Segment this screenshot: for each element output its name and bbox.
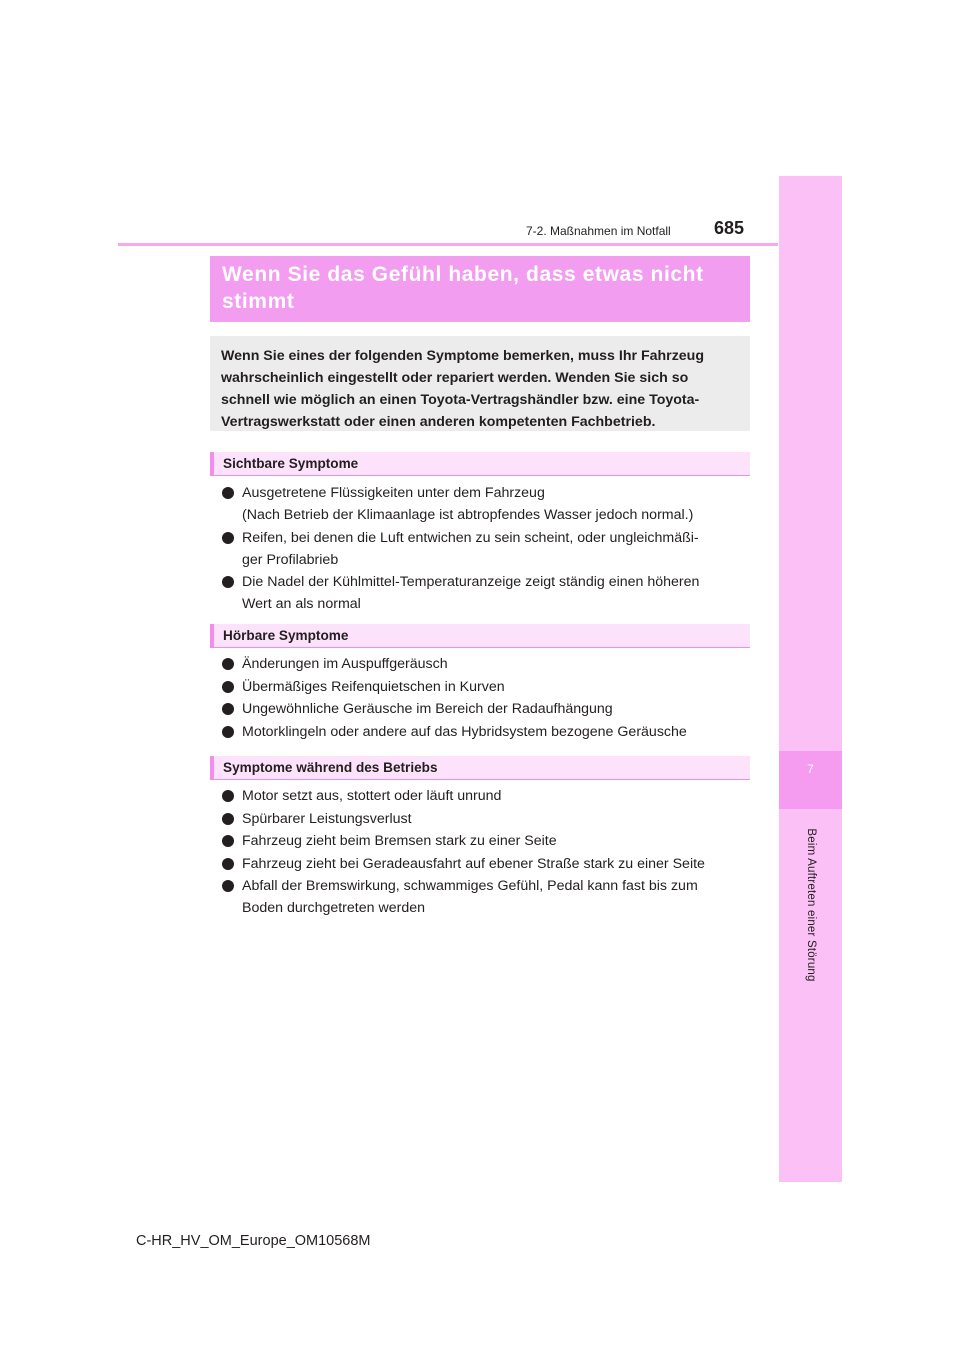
- intro-line-3: schnell wie möglich an einen Toyota-Vertragshändler bzw. eine Toyota-: [221, 392, 700, 408]
- page-title-line-1: Wenn Sie das Gefühl haben, dass etwas nicht: [222, 263, 704, 286]
- section-path: 7-2. Maßnahmen im Notfall: [526, 224, 671, 238]
- list-item: [222, 571, 746, 615]
- list-item-text: Abfall der Bremswirkung, schwammiges Gefühl, Pedal kann fast bis zum: [242, 878, 698, 894]
- page-title-line-2: stimmt: [222, 290, 295, 313]
- bullet-icon: [222, 835, 234, 847]
- chapter-label: Beim Auftreten einer Störung: [805, 828, 817, 982]
- section-heading-text: Hörbare Symptome: [223, 628, 349, 643]
- section-heading-operation: [210, 756, 750, 780]
- bullet-icon: [222, 532, 234, 544]
- list-item: [222, 721, 746, 743]
- intro-box: [210, 336, 750, 431]
- intro-line-2: wahrscheinlich eingestellt oder repariert werden. Wenden Sie sich so: [221, 370, 689, 386]
- list-item-text: Die Nadel der Kühlmittel-Temperaturanzeige zeigt ständig einen höheren: [242, 574, 700, 590]
- list-item: [222, 853, 746, 875]
- intro-line-1: Wenn Sie eines der folgenden Symptome bemerken, muss Ihr Fahrzeug: [221, 348, 705, 364]
- bullet-icon: [222, 703, 234, 715]
- list-item-text: Spürbarer Leistungsverlust: [242, 810, 412, 827]
- page-number: 685: [714, 218, 745, 238]
- bullet-icon: [222, 726, 234, 738]
- bullet-icon: [222, 790, 234, 802]
- operation-symptoms-list: [222, 785, 746, 920]
- list-item: [222, 785, 746, 807]
- visible-symptoms-list: [222, 482, 746, 616]
- list-item-text: Fahrzeug zieht bei Geradeausfahrt auf ebener Straße stark zu einer Seite: [242, 855, 705, 872]
- bullet-icon: [222, 813, 234, 825]
- section-heading-audible: [210, 624, 750, 648]
- chapter-side-strip: [779, 176, 842, 1182]
- bullet-icon: [222, 576, 234, 588]
- list-item-text: ger Profilabrieb: [242, 551, 339, 568]
- list-item-text: Änderungen im Auspuffgeräusch: [242, 656, 448, 672]
- list-item: [222, 830, 746, 852]
- list-item-text: Ausgetretene Flüssigkeiten unter dem Fahrzeug: [242, 485, 545, 501]
- section-heading-text: Symptome während des Betriebs: [223, 760, 438, 775]
- audible-symptoms-list: [222, 653, 746, 743]
- header-divider: [118, 243, 778, 246]
- list-item-text: Reifen, bei denen die Luft entwichen zu sein scheint, oder ungleichmäßi-: [242, 529, 699, 546]
- bullet-icon: [222, 487, 234, 499]
- section-heading-text: Sichtbare Symptome: [223, 456, 359, 471]
- list-item-text: Motorklingeln oder andere auf das Hybridsystem bezogene Geräusche: [242, 723, 687, 740]
- list-item-text: Wert an als normal: [242, 596, 361, 612]
- bullet-icon: [222, 858, 234, 870]
- chapter-tab: [779, 751, 842, 809]
- list-item-text: Übermäßiges Reifenquietschen in Kurven: [242, 678, 505, 695]
- list-item: [222, 698, 746, 720]
- list-item-text: Ungewöhnliche Geräusche im Bereich der Radaufhängung: [242, 701, 613, 717]
- list-item-text: Motor setzt aus, stottert oder läuft unrund: [242, 788, 502, 804]
- list-item: [222, 653, 746, 675]
- chapter-number: 7: [807, 762, 814, 776]
- list-item-text: Boden durchgetreten werden: [242, 900, 425, 916]
- list-item: [222, 527, 746, 571]
- document-id: C-HR_HV_OM_Europe_OM10568M: [136, 1233, 371, 1249]
- list-item: [222, 676, 746, 698]
- list-item: [222, 875, 746, 919]
- list-item-text: (Nach Betrieb der Klimaanlage ist abtropfendes Wasser jedoch normal.): [242, 507, 694, 523]
- intro-line-4: Vertragswerkstatt oder einen anderen kompetenten Fachbetrieb.: [221, 414, 656, 430]
- page-title-box: [210, 256, 750, 322]
- section-heading-visible: [210, 452, 750, 476]
- list-item: [222, 482, 746, 526]
- list-item-text: Fahrzeug zieht beim Bremsen stark zu einer Seite: [242, 833, 557, 849]
- bullet-icon: [222, 880, 234, 892]
- bullet-icon: [222, 681, 234, 693]
- list-item: [222, 808, 746, 830]
- bullet-icon: [222, 658, 234, 670]
